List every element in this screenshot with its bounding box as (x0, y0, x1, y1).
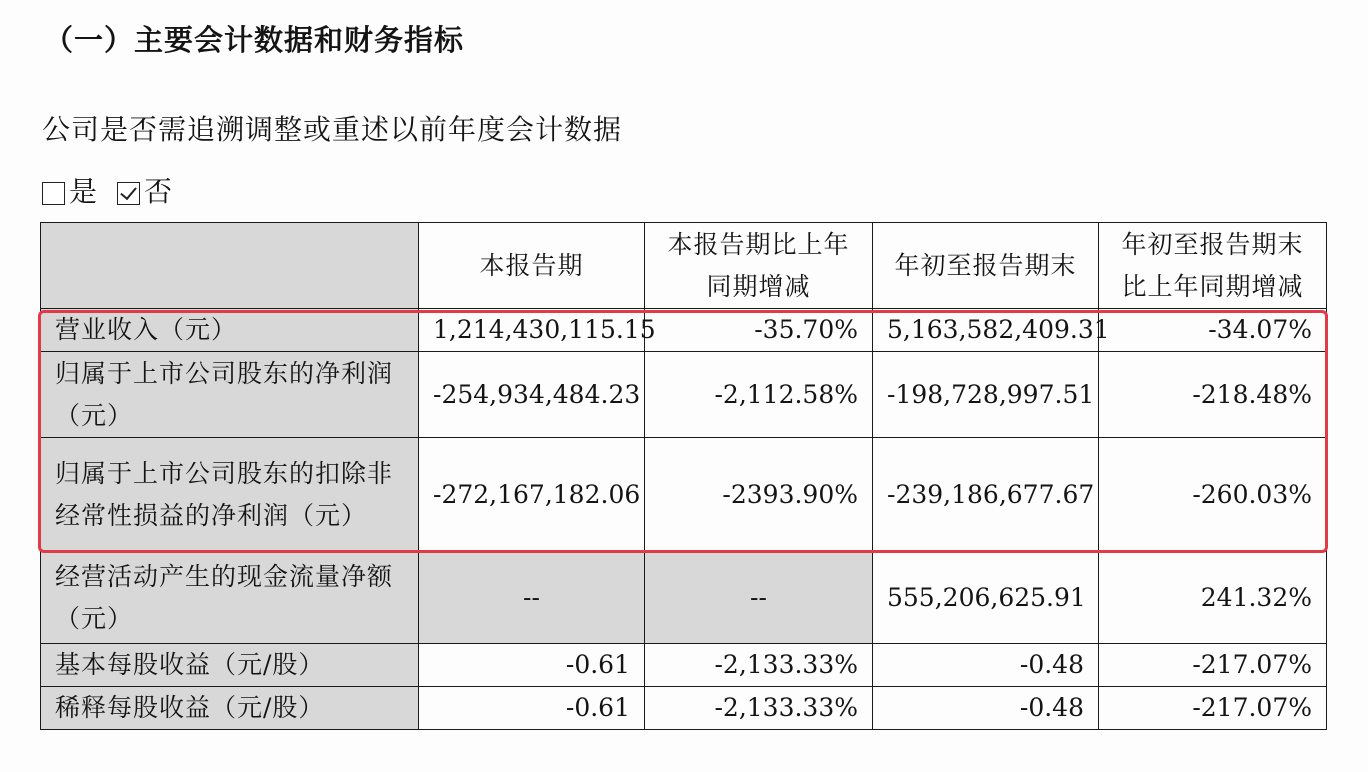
header-corner (41, 223, 419, 309)
cell-value: -2,133.33% (645, 687, 873, 730)
cell-value: -218.48% (1099, 352, 1327, 438)
cell-value: -2393.90% (645, 438, 873, 552)
table-row (41, 309, 1327, 352)
option-yes-label: 是 (69, 175, 98, 208)
row-label: 营业收入（元） (41, 309, 419, 352)
cell-value: -198,728,997.51 (873, 352, 1099, 438)
restatement-options (42, 170, 172, 214)
header-current-period: 本报告期 (419, 223, 645, 309)
header-ytd: 年初至报告期末 (873, 223, 1099, 309)
row-label: 基本每股收益（元/股） (41, 644, 419, 687)
checkbox-yes[interactable] (42, 182, 65, 205)
cell-value: 555,206,625.91 (873, 552, 1099, 644)
row-label: 经营活动产生的现金流量净额（元） (41, 552, 419, 644)
cell-value: -217.07% (1099, 644, 1327, 687)
cell-value: -35.70% (645, 309, 873, 352)
option-no-label: 否 (144, 175, 173, 208)
row-label: 归属于上市公司股东的扣除非经常性损益的净利润（元） (41, 438, 419, 552)
table-row (41, 687, 1327, 730)
table-header-row (41, 223, 1327, 309)
cell-value: -34.07% (1099, 309, 1327, 352)
cell-value: -217.07% (1099, 687, 1327, 730)
cell-value: 1,214,430,115.15 (419, 309, 645, 352)
table-row (41, 438, 1327, 552)
table-row (41, 352, 1327, 438)
cell-value: -- (419, 552, 645, 644)
cell-value: -0.61 (419, 687, 645, 730)
cell-value: -- (645, 552, 873, 644)
financial-data-table (40, 222, 1327, 730)
cell-value: -260.03% (1099, 438, 1327, 552)
restatement-question: 公司是否需追溯调整或重述以前年度会计数据 (42, 113, 623, 146)
row-label: 稀释每股收益（元/股） (41, 687, 419, 730)
cell-value: -254,934,484.23 (419, 352, 645, 438)
section-title: （一）主要会计数据和财务指标 (44, 23, 465, 57)
cell-value: -0.48 (873, 644, 1099, 687)
cell-value: -2,133.33% (645, 644, 873, 687)
cell-value: -2,112.58% (645, 352, 873, 438)
cell-value: -272,167,182.06 (419, 438, 645, 552)
header-current-period-change: 本报告期比上年同期增减 (645, 223, 873, 309)
checkbox-no-checked[interactable] (117, 182, 140, 205)
cell-value: 5,163,582,409.31 (873, 309, 1099, 352)
cell-value: -239,186,677.67 (873, 438, 1099, 552)
table-row (41, 552, 1327, 644)
row-label: 归属于上市公司股东的净利润（元） (41, 352, 419, 438)
cell-value: -0.48 (873, 687, 1099, 730)
header-ytd-change: 年初至报告期末比上年同期增减 (1099, 223, 1327, 309)
cell-value: -0.61 (419, 644, 645, 687)
cell-value: 241.32% (1099, 552, 1327, 644)
table-row (41, 644, 1327, 687)
